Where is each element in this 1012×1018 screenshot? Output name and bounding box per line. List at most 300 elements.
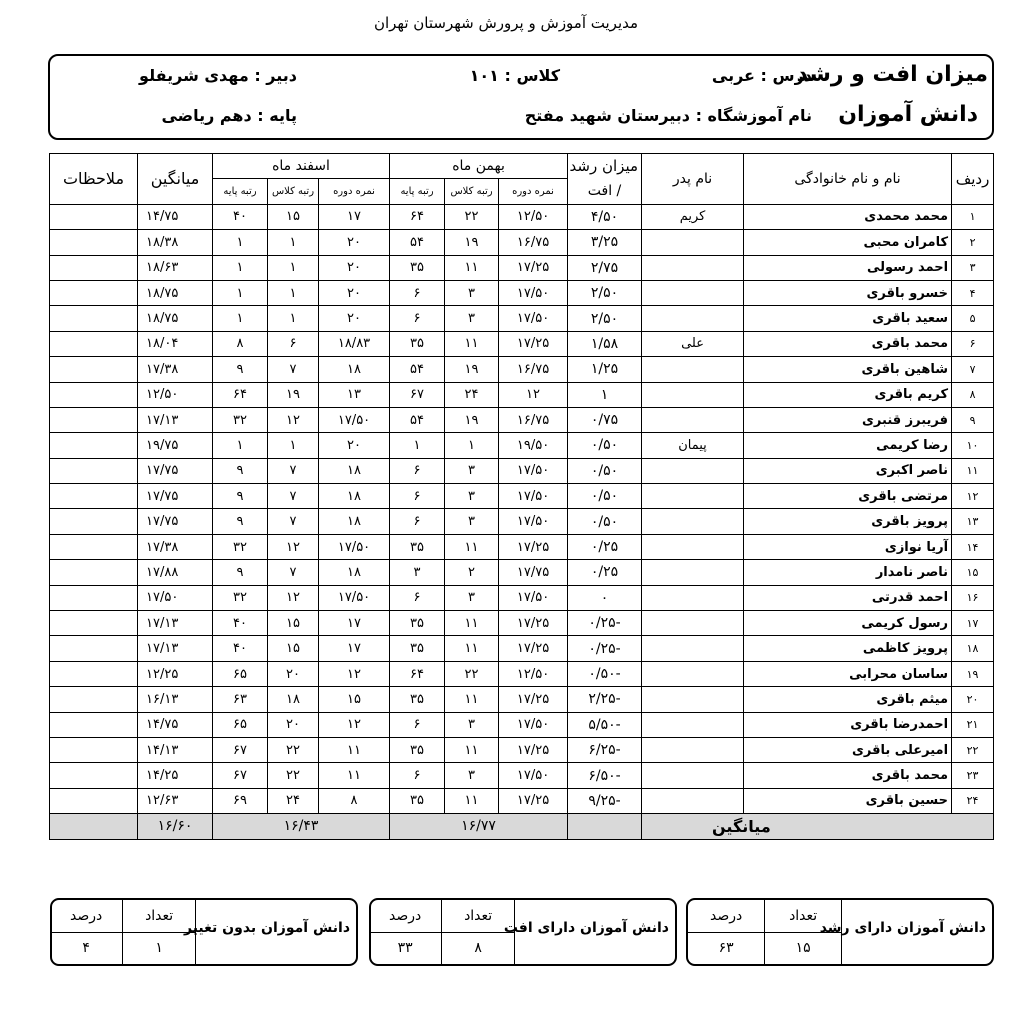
esfand-class-rank: ۱۹ (268, 382, 319, 407)
bahman-term-grade: ۱۷/۲۵ (499, 534, 568, 559)
bahman-term-grade: ۱۷/۲۵ (499, 687, 568, 712)
notes-cell (50, 560, 138, 585)
esfand-grade-rank: ۴۰ (213, 636, 268, 661)
student-name: فریبرز قنبری (744, 407, 952, 432)
growth-value: ۰/۵۰ (568, 458, 642, 483)
col-esfand-grade-rank: رتبه پایه (213, 179, 268, 204)
esfand-term-grade: ۱۸ (319, 357, 390, 382)
col-esfand-class-rank: رتبه کلاس (268, 179, 319, 204)
row-number: ۲۴ (952, 788, 994, 813)
table-row (50, 636, 994, 661)
table-row (50, 737, 994, 762)
bahman-grade-rank: ۳۵ (390, 255, 445, 280)
row-number: ۱۱ (952, 458, 994, 483)
average-value: ۱۴/۷۵ (138, 712, 213, 737)
father-name (642, 712, 744, 737)
bahman-grade-rank: ۶۴ (390, 661, 445, 686)
bahman-term-grade: ۱۷/۵۰ (499, 763, 568, 788)
esfand-term-grade: ۱۷/۵۰ (319, 585, 390, 610)
page-top-title: مدیریت آموزش و پرورش شهرستان تهران (373, 14, 639, 32)
row-number: ۱۳ (952, 509, 994, 534)
average-value: ۱۷/۵۰ (138, 585, 213, 610)
table-row (50, 484, 994, 509)
student-name: ناصر نامدار (744, 560, 952, 585)
table-row (50, 230, 994, 255)
row-number: ۱۶ (952, 585, 994, 610)
notes-cell (50, 331, 138, 356)
summary-nochange-percent-label: درصد (50, 900, 123, 932)
bahman-term-grade: ۱۷/۷۵ (499, 560, 568, 585)
bahman-term-grade: ۱۷/۵۰ (499, 484, 568, 509)
bahman-class-rank: ۳ (445, 484, 499, 509)
bahman-term-grade: ۱۲/۵۰ (499, 204, 568, 229)
notes-cell (50, 611, 138, 636)
bahman-grade-rank: ۳۵ (390, 534, 445, 559)
growth-value: -۹/۲۵ (568, 788, 642, 813)
bahman-class-rank: ۱۱ (445, 687, 499, 712)
esfand-class-rank: ۲۲ (268, 763, 319, 788)
table-row (50, 661, 994, 686)
notes-cell (50, 509, 138, 534)
esfand-grade-rank: ۹ (213, 357, 268, 382)
notes-cell (50, 458, 138, 483)
growth-value: -۶/۵۰ (568, 763, 642, 788)
bahman-class-rank: ۱۱ (445, 788, 499, 813)
esfand-class-rank: ۱ (268, 433, 319, 458)
esfand-term-grade: ۱۲ (319, 712, 390, 737)
esfand-term-grade: ۲۰ (319, 280, 390, 305)
student-name: رضا کریمی (744, 433, 952, 458)
average-value: ۱۲/۶۳ (138, 788, 213, 813)
bahman-grade-rank: ۶ (390, 280, 445, 305)
esfand-class-rank: ۷ (268, 509, 319, 534)
student-name: محمد محمدی (744, 204, 952, 229)
summary-decline-percent: ۳۳ (369, 932, 442, 964)
growth-value: ۲/۵۰ (568, 306, 642, 331)
esfand-term-grade: ۱۱ (319, 737, 390, 762)
student-name: رسول کریمی (744, 611, 952, 636)
bahman-class-rank: ۱۹ (445, 407, 499, 432)
row-number: ۲ (952, 230, 994, 255)
bahman-grade-rank: ۶ (390, 484, 445, 509)
table-row (50, 712, 994, 737)
col-row-header: ردیف (952, 154, 994, 205)
bahman-term-grade: ۱۷/۵۰ (499, 509, 568, 534)
bahman-term-grade: ۱۶/۷۵ (499, 357, 568, 382)
average-total: ۱۶/۶۰ (138, 814, 213, 839)
bahman-grade-rank: ۶ (390, 509, 445, 534)
esfand-class-rank: ۱۵ (268, 204, 319, 229)
row-number: ۴ (952, 280, 994, 305)
table-row (50, 534, 994, 559)
growth-value: ۰/۷۵ (568, 407, 642, 432)
student-name: سعید باقری (744, 306, 952, 331)
notes-cell (50, 306, 138, 331)
father-name (642, 230, 744, 255)
teacher-label: دبیر : مهدی شریفلو (139, 66, 297, 85)
bahman-term-grade: ۱۷/۲۵ (499, 788, 568, 813)
student-name: پرویز باقری (744, 509, 952, 534)
esfand-grade-rank: ۹ (213, 509, 268, 534)
father-name: کریم (642, 204, 744, 229)
row-number: ۲۰ (952, 687, 994, 712)
summary-growth-title: دانش آموزان دارای رشد (819, 920, 986, 936)
father-name (642, 560, 744, 585)
bahman-term-grade: ۱۷/۲۵ (499, 331, 568, 356)
row-number: ۱۹ (952, 661, 994, 686)
summary-growth-percent: ۶۳ (688, 932, 765, 964)
bahman-class-rank: ۳ (445, 280, 499, 305)
esfand-class-rank: ۱ (268, 306, 319, 331)
bahman-term-grade: ۱۷/۵۰ (499, 585, 568, 610)
bahman-term-grade: ۱۶/۷۵ (499, 407, 568, 432)
table-row (50, 331, 994, 356)
summary-decline-table (369, 900, 515, 964)
father-name (642, 509, 744, 534)
student-name: کامران محبی (744, 230, 952, 255)
esfand-class-rank: ۷ (268, 357, 319, 382)
col-bahman-term-grade: نمره دوره (499, 179, 568, 204)
average-value: ۱۷/۸۸ (138, 560, 213, 585)
growth-value: ۱/۲۵ (568, 357, 642, 382)
father-name (642, 737, 744, 762)
growth-value: -۰/۲۵ (568, 611, 642, 636)
esfand-grade-rank: ۳۲ (213, 534, 268, 559)
notes-cell (50, 687, 138, 712)
average-value: ۱۸/۳۸ (138, 230, 213, 255)
summary-decline-box (369, 898, 677, 966)
notes-cell (50, 534, 138, 559)
average-value: ۱۴/۷۵ (138, 204, 213, 229)
table-row (50, 382, 994, 407)
row-number: ۵ (952, 306, 994, 331)
notes-cell (50, 661, 138, 686)
esfand-term-grade: ۱۲ (319, 661, 390, 686)
father-name (642, 407, 744, 432)
row-number: ۱۰ (952, 433, 994, 458)
growth-value: -۵/۵۰ (568, 712, 642, 737)
notes-cell (50, 407, 138, 432)
esfand-grade-rank: ۶۵ (213, 712, 268, 737)
notes-cell (50, 382, 138, 407)
average-value: ۱۸/۶۳ (138, 255, 213, 280)
table-row (50, 788, 994, 813)
average-value: ۱۹/۷۵ (138, 433, 213, 458)
summary-nochange-table (50, 900, 196, 964)
esfand-class-rank: ۱۲ (268, 534, 319, 559)
student-name: پرویز کاظمی (744, 636, 952, 661)
growth-value: ۴/۵۰ (568, 204, 642, 229)
esfand-term-grade: ۸ (319, 788, 390, 813)
esfand-grade-rank: ۶۵ (213, 661, 268, 686)
grade-label: پایه : دهم ریاضی (161, 106, 297, 125)
esfand-class-rank: ۷ (268, 560, 319, 585)
bahman-term-grade: ۱۷/۵۰ (499, 712, 568, 737)
bahman-class-rank: ۲۴ (445, 382, 499, 407)
student-name: ساسان محرابی (744, 661, 952, 686)
growth-value: ۱/۵۸ (568, 331, 642, 356)
esfand-term-grade: ۱۷ (319, 611, 390, 636)
school-label: نام آموزشگاه : دبیرستان شهید مفتح (524, 106, 812, 125)
notes-cell (50, 737, 138, 762)
student-name: حسین باقری (744, 788, 952, 813)
esfand-term-grade: ۲۰ (319, 230, 390, 255)
esfand-grade-rank: ۶۷ (213, 763, 268, 788)
father-name (642, 306, 744, 331)
col-growth-subheader: / افت (568, 179, 642, 204)
col-average-header: میانگین (138, 154, 213, 205)
student-name: مرتضی باقری (744, 484, 952, 509)
summary-nochange-percent: ۴ (50, 932, 123, 964)
bahman-class-rank: ۱۱ (445, 534, 499, 559)
growth-value: ۲/۵۰ (568, 280, 642, 305)
bahman-grade-rank: ۵۴ (390, 230, 445, 255)
bahman-term-grade: ۱۷/۵۰ (499, 306, 568, 331)
average-value: ۱۴/۱۳ (138, 737, 213, 762)
father-name (642, 458, 744, 483)
esfand-term-grade: ۱۸ (319, 484, 390, 509)
average-value: ۱۲/۲۵ (138, 661, 213, 686)
row-number: ۷ (952, 357, 994, 382)
bahman-term-grade: ۱۷/۲۵ (499, 255, 568, 280)
esfand-grade-rank: ۱ (213, 306, 268, 331)
father-name (642, 255, 744, 280)
col-name-header: نام و نام خانوادگی (744, 154, 952, 205)
notes-cell (50, 433, 138, 458)
father-name (642, 382, 744, 407)
bahman-grade-rank: ۱ (390, 433, 445, 458)
col-growth-header: میزان رشد (568, 154, 642, 179)
notes-cell (50, 712, 138, 737)
notes-cell (50, 230, 138, 255)
summary-decline-count-label: تعداد (442, 900, 515, 932)
table-row (50, 280, 994, 305)
father-name: پیمان (642, 433, 744, 458)
report-header-box (48, 54, 994, 140)
student-name: احمدرضا باقری (744, 712, 952, 737)
average-row-growth-cell (568, 814, 642, 839)
table-body (50, 204, 994, 813)
father-name (642, 687, 744, 712)
row-number: ۳ (952, 255, 994, 280)
bahman-class-rank: ۳ (445, 458, 499, 483)
table-row (50, 509, 994, 534)
esfand-term-grade: ۱۸ (319, 458, 390, 483)
student-name: احمد قدرتی (744, 585, 952, 610)
bahman-class-rank: ۳ (445, 306, 499, 331)
bahman-class-rank: ۱۱ (445, 255, 499, 280)
growth-value: -۰/۲۵ (568, 636, 642, 661)
father-name (642, 585, 744, 610)
summary-growth-count: ۱۵ (765, 932, 842, 964)
row-number: ۲۲ (952, 737, 994, 762)
average-value: ۱۷/۷۵ (138, 458, 213, 483)
col-esfand-term-grade: نمره دوره (319, 179, 390, 204)
average-esfand: ۱۶/۴۳ (213, 814, 390, 839)
summary-nochange-box (50, 898, 358, 966)
esfand-term-grade: ۱۳ (319, 382, 390, 407)
growth-table (49, 153, 994, 840)
table-row (50, 687, 994, 712)
student-name: میثم باقری (744, 687, 952, 712)
report-title-line2: دانش آموزان (838, 102, 978, 127)
row-number: ۱۴ (952, 534, 994, 559)
bahman-grade-rank: ۵۴ (390, 407, 445, 432)
summary-decline-title: دانش آموزان دارای افت (503, 920, 669, 936)
table-row (50, 306, 994, 331)
table-row (50, 255, 994, 280)
esfand-class-rank: ۱۲ (268, 585, 319, 610)
student-name: کریم باقری (744, 382, 952, 407)
bahman-term-grade: ۱۹/۵۰ (499, 433, 568, 458)
bahman-grade-rank: ۳۵ (390, 611, 445, 636)
growth-value: -۲/۲۵ (568, 687, 642, 712)
esfand-class-rank: ۱ (268, 255, 319, 280)
notes-cell (50, 255, 138, 280)
esfand-grade-rank: ۱ (213, 230, 268, 255)
bahman-class-rank: ۱۱ (445, 737, 499, 762)
notes-cell (50, 204, 138, 229)
notes-cell (50, 788, 138, 813)
bahman-term-grade: ۱۷/۵۰ (499, 458, 568, 483)
father-name (642, 484, 744, 509)
esfand-class-rank: ۲۴ (268, 788, 319, 813)
row-number: ۱۷ (952, 611, 994, 636)
bahman-class-rank: ۱۹ (445, 357, 499, 382)
bahman-class-rank: ۱ (445, 433, 499, 458)
table-row (50, 357, 994, 382)
summary-growth-box (686, 898, 994, 966)
esfand-grade-rank: ۱ (213, 280, 268, 305)
growth-value: -۰/۵۰ (568, 661, 642, 686)
esfand-term-grade: ۱۷/۵۰ (319, 534, 390, 559)
col-esfand-header: اسفند ماه (213, 154, 390, 179)
esfand-class-rank: ۲۰ (268, 712, 319, 737)
father-name (642, 534, 744, 559)
esfand-grade-rank: ۹ (213, 560, 268, 585)
student-name: امیرعلی باقری (744, 737, 952, 762)
esfand-class-rank: ۶ (268, 331, 319, 356)
row-number: ۲۳ (952, 763, 994, 788)
notes-cell (50, 636, 138, 661)
bahman-grade-rank: ۳۵ (390, 788, 445, 813)
bahman-grade-rank: ۳۵ (390, 636, 445, 661)
esfand-term-grade: ۱۷ (319, 636, 390, 661)
notes-cell (50, 763, 138, 788)
bahman-term-grade: ۱۲ (499, 382, 568, 407)
table-row (50, 204, 994, 229)
bahman-grade-rank: ۶ (390, 306, 445, 331)
average-row-notes-cell (50, 814, 138, 839)
bahman-class-rank: ۱۱ (445, 611, 499, 636)
bahman-class-rank: ۳ (445, 763, 499, 788)
col-father-header: نام پدر (642, 154, 744, 205)
summary-nochange-title: دانش آموزان بدون تغییر (184, 920, 350, 936)
esfand-grade-rank: ۶۴ (213, 382, 268, 407)
father-name (642, 280, 744, 305)
summary-decline-percent-label: درصد (369, 900, 442, 932)
growth-value: ۰/۵۰ (568, 509, 642, 534)
esfand-class-rank: ۱۵ (268, 611, 319, 636)
notes-cell (50, 280, 138, 305)
student-name: محمد باقری (744, 763, 952, 788)
father-name (642, 763, 744, 788)
row-number: ۶ (952, 331, 994, 356)
bahman-term-grade: ۱۲/۵۰ (499, 661, 568, 686)
growth-value: ۱ (568, 382, 642, 407)
bahman-class-rank: ۲۲ (445, 661, 499, 686)
growth-value: ۰/۵۰ (568, 484, 642, 509)
col-notes-header: ملاحظات (50, 154, 138, 205)
father-name (642, 636, 744, 661)
esfand-class-rank: ۱۸ (268, 687, 319, 712)
father-name (642, 357, 744, 382)
average-row-label: میانگین (642, 814, 994, 839)
notes-cell (50, 585, 138, 610)
report-title-line1: میزان افت و رشد (796, 62, 988, 87)
table-row (50, 458, 994, 483)
bahman-class-rank: ۲۲ (445, 204, 499, 229)
summary-nochange-count-label: تعداد (123, 900, 196, 932)
father-name (642, 661, 744, 686)
esfand-term-grade: ۱۷/۵۰ (319, 407, 390, 432)
bahman-grade-rank: ۶ (390, 712, 445, 737)
bahman-term-grade: ۱۷/۲۵ (499, 636, 568, 661)
student-name: خسرو باقری (744, 280, 952, 305)
col-bahman-class-rank: رتبه کلاس (445, 179, 499, 204)
esfand-term-grade: ۱۸ (319, 560, 390, 585)
esfand-class-rank: ۷ (268, 484, 319, 509)
bahman-grade-rank: ۳۵ (390, 687, 445, 712)
esfand-term-grade: ۲۰ (319, 255, 390, 280)
growth-value: -۶/۲۵ (568, 737, 642, 762)
esfand-grade-rank: ۶۷ (213, 737, 268, 762)
bahman-grade-rank: ۶۷ (390, 382, 445, 407)
esfand-grade-rank: ۸ (213, 331, 268, 356)
average-value: ۱۷/۱۳ (138, 611, 213, 636)
summary-decline-count: ۸ (442, 932, 515, 964)
esfand-grade-rank: ۴۰ (213, 611, 268, 636)
summary-growth-count-label: تعداد (765, 900, 842, 932)
row-number: ۸ (952, 382, 994, 407)
esfand-grade-rank: ۶۹ (213, 788, 268, 813)
father-name (642, 611, 744, 636)
bahman-class-rank: ۳ (445, 585, 499, 610)
esfand-term-grade: ۱۷ (319, 204, 390, 229)
average-value: ۱۷/۱۳ (138, 636, 213, 661)
esfand-class-rank: ۷ (268, 458, 319, 483)
bahman-class-rank: ۳ (445, 712, 499, 737)
average-value: ۱۸/۰۴ (138, 331, 213, 356)
esfand-term-grade: ۱۸/۸۳ (319, 331, 390, 356)
bahman-grade-rank: ۵۴ (390, 357, 445, 382)
growth-value: ۰/۲۵ (568, 560, 642, 585)
father-name (642, 788, 744, 813)
bahman-grade-rank: ۶ (390, 585, 445, 610)
average-value: ۱۷/۳۸ (138, 357, 213, 382)
table-row (50, 407, 994, 432)
col-bahman-header: بهمن ماه (390, 154, 568, 179)
esfand-class-rank: ۱۲ (268, 407, 319, 432)
average-value: ۱۸/۷۵ (138, 280, 213, 305)
row-number: ۱۲ (952, 484, 994, 509)
average-value: ۱۷/۱۳ (138, 407, 213, 432)
esfand-term-grade: ۱۱ (319, 763, 390, 788)
esfand-grade-rank: ۹ (213, 458, 268, 483)
row-number: ۱۸ (952, 636, 994, 661)
bahman-grade-rank: ۳ (390, 560, 445, 585)
bahman-class-rank: ۱۱ (445, 331, 499, 356)
